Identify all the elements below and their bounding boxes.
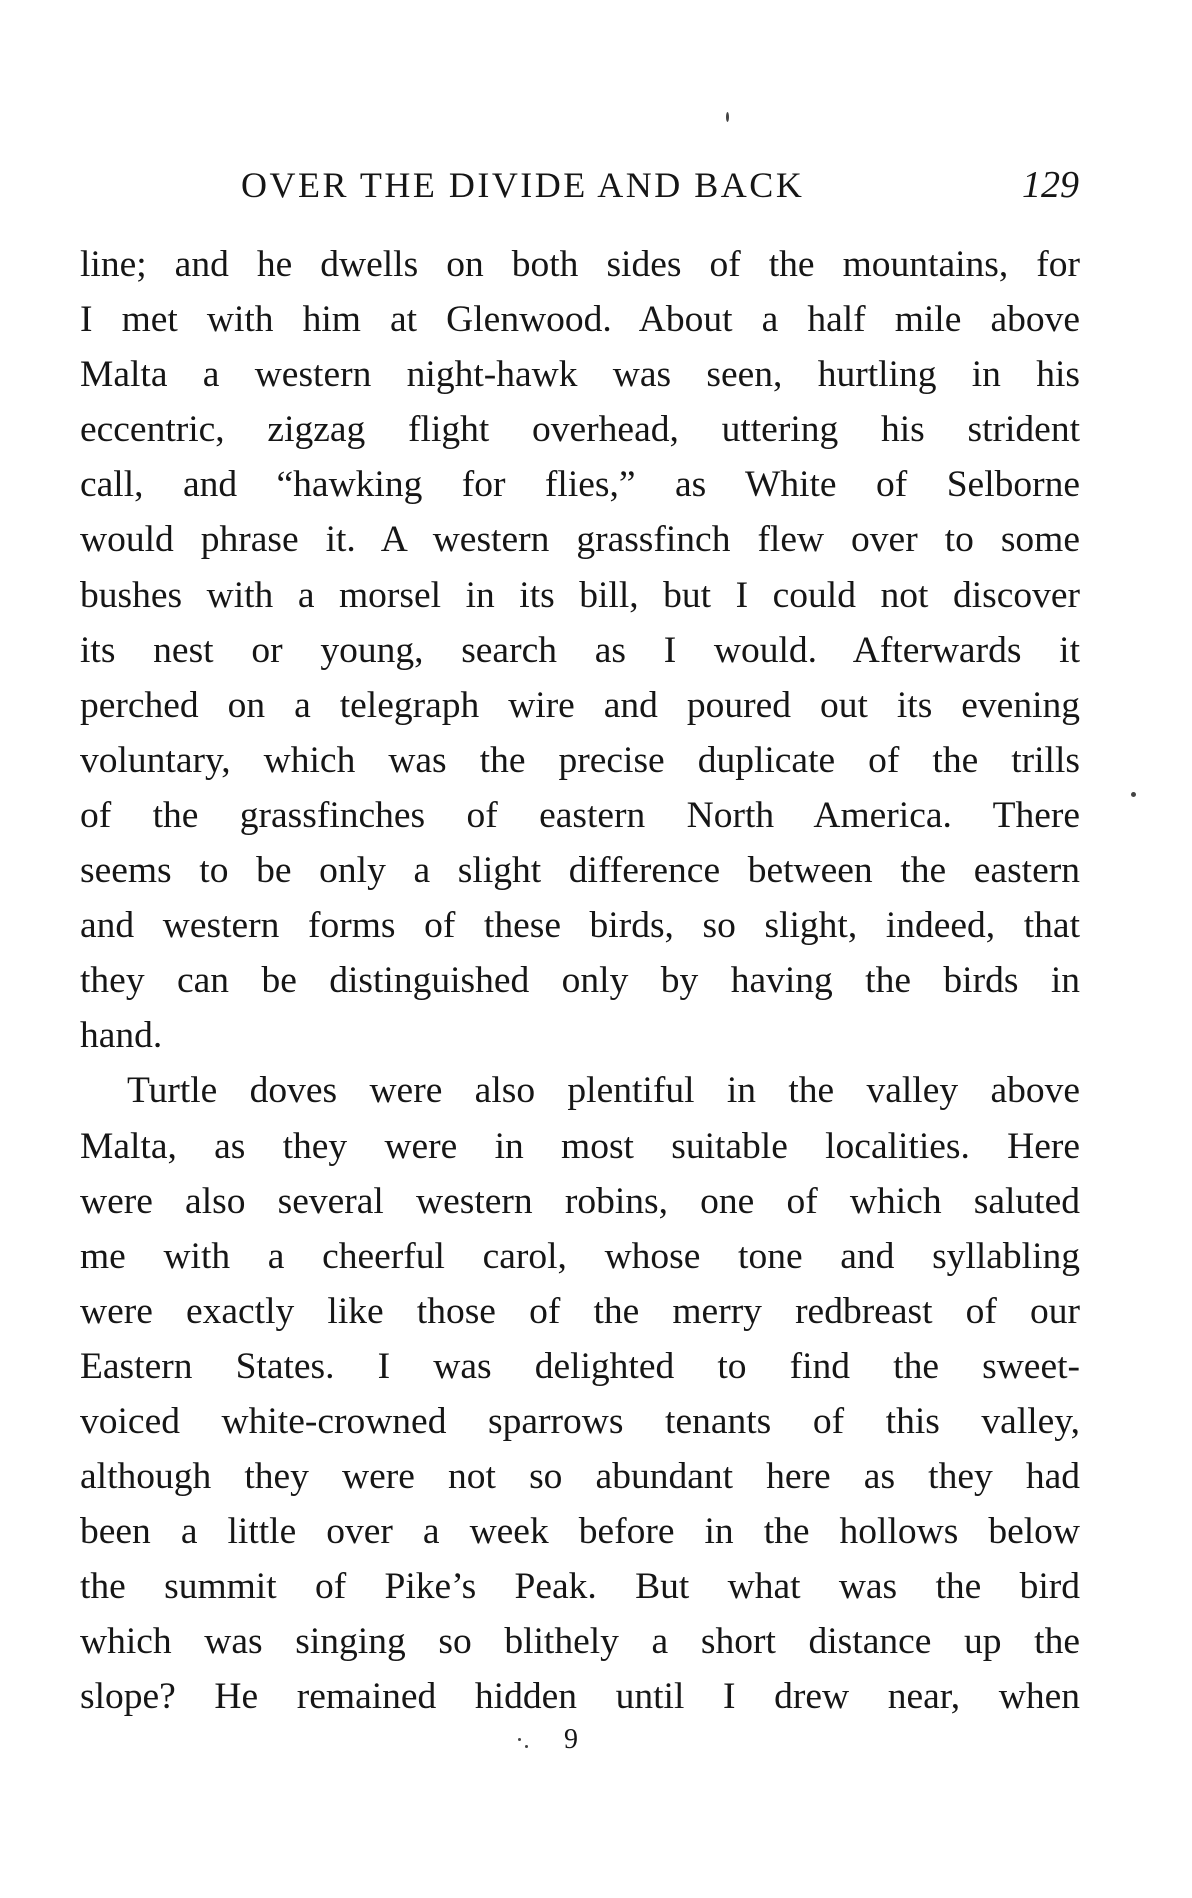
text-line: would phrase it. A western grassfinch flew over to some: [80, 519, 1080, 561]
text-line: although they were not so abundant here as they had: [80, 1456, 1080, 1498]
text-line: its nest or young, search as I would. Afterwards it: [80, 629, 1080, 671]
ink-speck: [518, 1738, 521, 1741]
ink-speck: [1131, 792, 1136, 797]
text-line: which was singing so blithely a short distance up the: [80, 1621, 1080, 1663]
ink-speck: [525, 1745, 528, 1748]
text-line: perched on a telegraph wire and poured out its evening: [80, 684, 1080, 726]
text-line: bushes with a morsel in its bill, but I could not discover: [80, 574, 1080, 616]
text-line: Malta a western night-hawk was seen, hurtling in his: [80, 354, 1080, 396]
text-line: were exactly like those of the merry redbreast of our: [80, 1290, 1080, 1332]
running-head: [80, 160, 1080, 210]
text-line: seems to be only a slight difference between the eastern: [80, 850, 1080, 892]
text-line: they can be distinguished only by having the birds in: [80, 960, 1080, 1002]
text-line: eccentric, zigzag flight overhead, uttering his strident: [80, 409, 1080, 451]
signature-mark: 9: [564, 1724, 578, 1755]
text-line: were also several western robins, one of which saluted: [80, 1180, 1080, 1222]
page-number: 129: [1022, 164, 1079, 206]
text-line: voluntary, which was the precise duplicate of the trills: [80, 739, 1080, 781]
text-line: the summit of Pike’s Peak. But what was the bird: [80, 1566, 1080, 1608]
paragraph-1: [80, 237, 1080, 1063]
text-line: been a little over a week before in the hollows below: [80, 1511, 1080, 1553]
text-line: call, and “hawking for flies,” as White of Selborne: [80, 464, 1080, 506]
text-line: of the grassfinches of eastern North America. There: [80, 794, 1080, 836]
paragraph-2: [80, 1063, 1080, 1724]
text-line: line; and he dwells on both sides of the mountains, for: [80, 244, 1080, 285]
running-title: OVER THE DIVIDE AND BACK: [241, 165, 805, 205]
text-line: I met with him at Glenwood. About a half mile above: [80, 299, 1080, 341]
text-line: and western forms of these birds, so slight, indeed, that: [80, 905, 1080, 947]
text-line: Malta, as they were in most suitable localities. Here: [80, 1125, 1080, 1167]
body-text: [80, 237, 1080, 1725]
text-line: me with a cheerful carol, whose tone and syllabling: [80, 1235, 1080, 1277]
text-line: voiced white-crowned sparrows tenants of this valley,: [80, 1400, 1080, 1442]
text-line: Turtle doves were also plentiful in the valley above: [127, 1070, 1080, 1112]
text-line: hand.: [80, 1015, 163, 1057]
text-line: slope? He remained hidden until I drew near, when: [80, 1676, 1080, 1718]
text-line: Eastern States. I was delighted to find the sweet-: [80, 1345, 1080, 1387]
ink-speck: [726, 112, 729, 122]
